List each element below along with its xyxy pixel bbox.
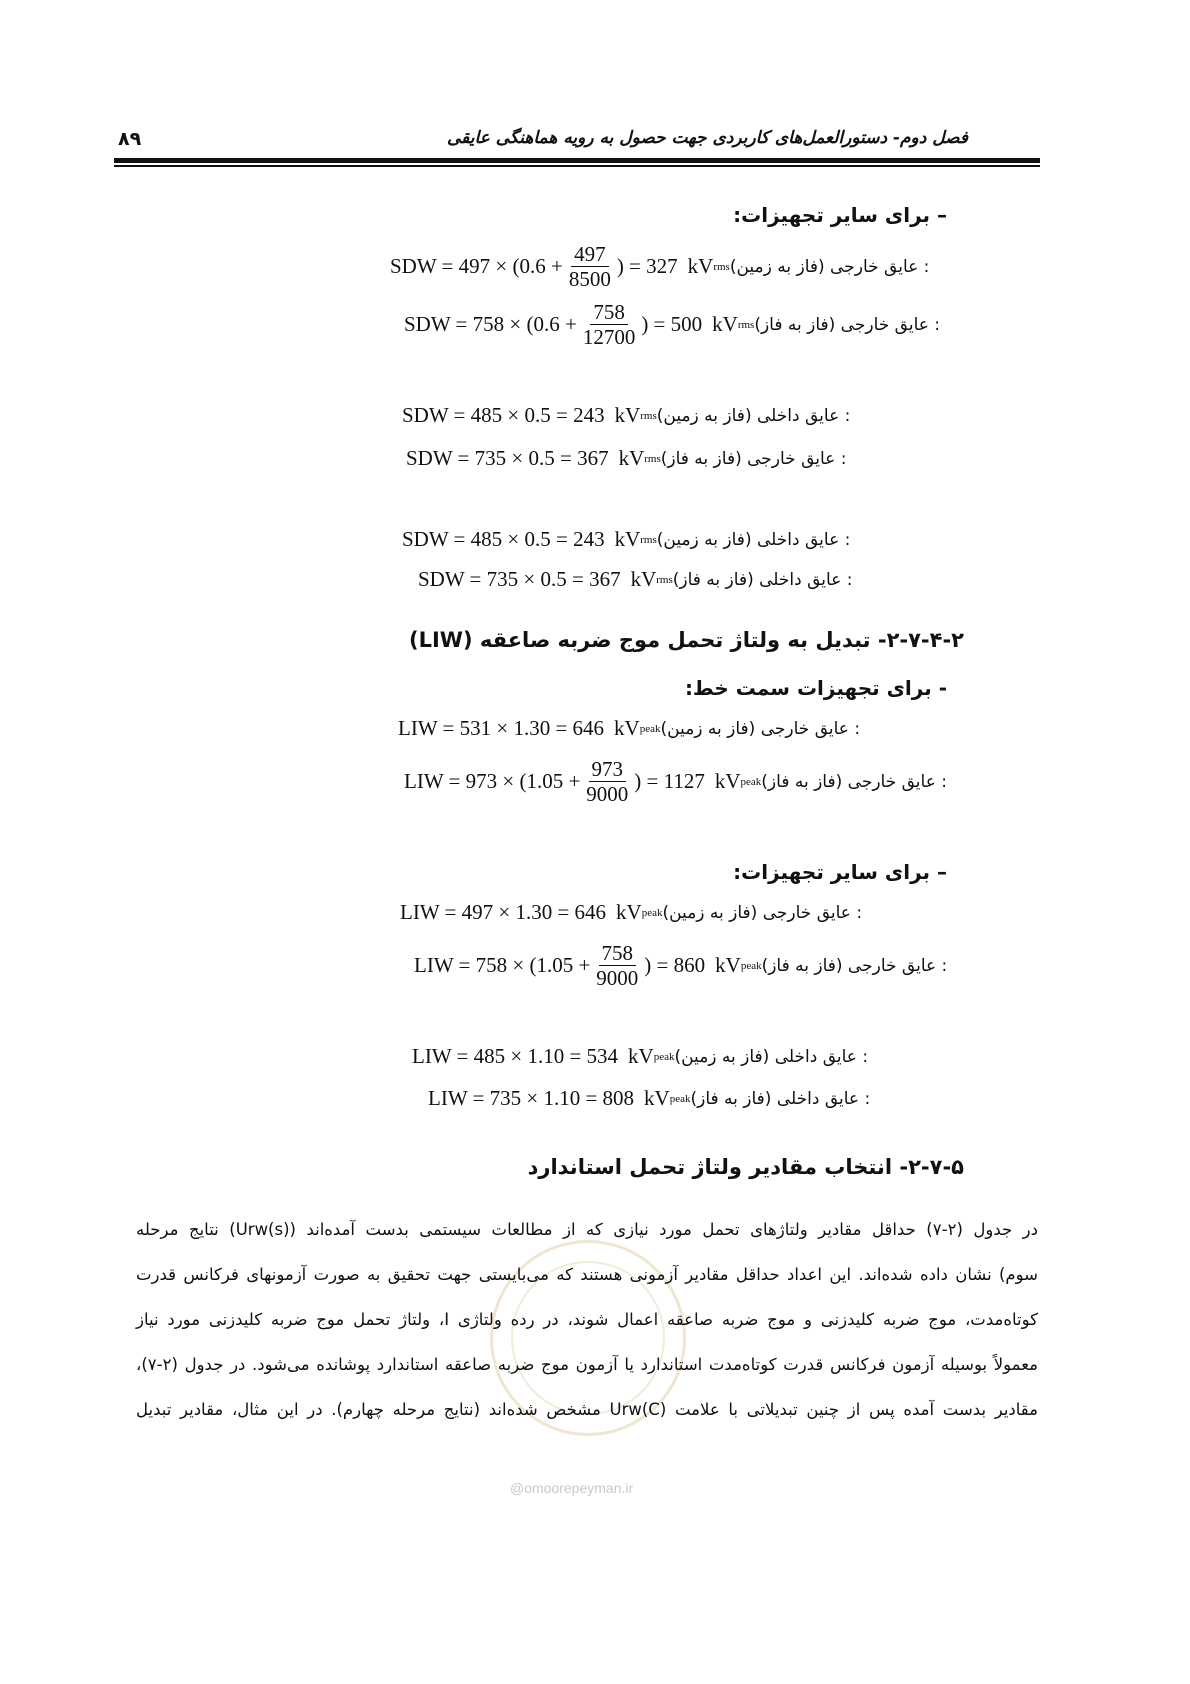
equation-liw-2: LIW = 973 × (1.05 + $\frac{973}{9000}$ ) = 1127 kV peak : عایق خارجی (فاز به فاز)	[404, 757, 947, 806]
equation-liw-5: LIW = 485 × 1.10 = 534 kV peak : عایق داخلی (فاز به زمین)	[412, 1044, 869, 1068]
equation-label: : عایق خارجی (فاز به زمین)	[729, 256, 930, 277]
header-rule-thick	[114, 158, 1040, 163]
header-rule-thin	[114, 165, 1040, 167]
paragraph-line: مقادیر بدست آمده پس از چنین تبدیلاتی با علامت Urw(C) مشخص شده‌اند (نتایج مرحله چهارم). در این مثال، مقادیر تبدیل	[136, 1400, 1038, 1419]
equation-sdw-3: SDW = 485 × 0.5 = 243 kV rms : عایق داخلی (فاز به زمین)	[402, 403, 851, 427]
paragraph-line: سوم) نشان داده شده‌اند. این اعداد حداقل مقادیر آزمونی هستند که می‌بایستی جهت تحقیق به صورت آزمونهای فرکانس قدرت	[136, 1265, 1038, 1284]
equation-label: : عایق داخلی (فاز به فاز)	[690, 1088, 871, 1109]
equation-sdw-4: SDW = 735 × 0.5 = 367 kV rms : عایق خارجی (فاز به فاز)	[406, 446, 847, 470]
watermark-text: @omoorepeyman.ir	[510, 1480, 634, 1496]
section-heading-standard-values: ۲-۷-۵- انتخاب مقادیر ولتاژ تحمل استاندارد	[527, 1155, 964, 1179]
equation-label: : عایق داخلی (فاز به زمین)	[656, 529, 851, 550]
equation-sdw-5: SDW = 485 × 0.5 = 243 kV rms : عایق داخلی (فاز به زمین)	[402, 527, 851, 551]
equation-label: : عایق خارجی (فاز به فاز)	[754, 314, 941, 335]
equation-label: : عایق داخلی (فاز به زمین)	[656, 405, 851, 426]
equation-liw-1: LIW = 531 × 1.30 = 646 kV peak : عایق خارجی (فاز به زمین)	[398, 716, 861, 740]
equation-label: : عایق خارجی (فاز به فاز)	[660, 448, 847, 469]
subheading-other-equipment-2: – برای سایر تجهیزات:	[733, 860, 947, 884]
equation-liw-6: LIW = 735 × 1.10 = 808 kV peak : عایق داخلی (فاز به فاز)	[428, 1086, 871, 1110]
paragraph-line: معمولاً بوسیله آزمون فرکانس قدرت کوتاه‌مدت استاندارد یا آزمون موج ضربه صاعقه استاندارد پوشانده می‌شود. در جدول (۲-۷)،	[136, 1355, 1038, 1374]
equation-label: : عایق خارجی (فاز به فاز)	[761, 771, 947, 792]
equation-label: : عایق خارجی (فاز به زمین)	[660, 718, 861, 739]
equation-sdw-2: SDW = 758 × (0.6 + $\frac{758}{12700}$ ) = 500 kV rms : عایق خارجی (فاز به فاز)	[404, 300, 941, 349]
subheading-other-equipment: – برای سایر تجهیزات:	[733, 203, 947, 227]
equation-sdw-1: SDW = 497 × (0.6 + $\frac{497}{8500}$ ) = 327 kV rms : عایق خارجی (فاز به زمین)	[390, 242, 930, 291]
page-number: ۸۹	[118, 128, 142, 150]
equation-liw-4: LIW = 758 × (1.05 + $\frac{758}{9000}$ ) = 860 kV peak : عایق خارجی (فاز به فاز)	[414, 941, 948, 990]
subheading-line-side: - برای تجهیزات سمت خط:	[684, 676, 947, 700]
paragraph-line: در جدول (۲-۷) حداقل مقادیر ولتاژهای تحمل مورد نیازی که از مطالعات سیستمی بدست آمده‌اند (Urw(s)) نتایج مرحله	[136, 1220, 1038, 1239]
equation-label: : عایق خارجی (فاز به زمین)	[662, 902, 863, 923]
equation-label: : عایق داخلی (فاز به فاز)	[672, 569, 853, 590]
body-paragraph	[136, 1207, 1038, 1432]
paragraph-line: کوتاه‌مدت، موج ضربه کلیدزنی و موج ضربه صاعقه اعمال شوند، در رده ولتاژی I، ولتاژ تحمل موج ضربه کلیدزنی مورد نیاز	[136, 1310, 1038, 1329]
running-header-title: فصل دوم- دستورالعمل‌های کاربردی جهت حصول به رویه هماهنگی عایقی	[446, 128, 968, 148]
equation-liw-3: LIW = 497 × 1.30 = 646 kV peak : عایق خارجی (فاز به زمین)	[400, 900, 863, 924]
equation-label: : عایق داخلی (فاز به زمین)	[674, 1046, 869, 1067]
equation-sdw-6: SDW = 735 × 0.5 = 367 kV rms : عایق داخلی (فاز به فاز)	[418, 567, 853, 591]
section-heading-liw: ۲-۷-۴-۲- تبدیل به ولتاژ تحمل موج ضربه صاعقه (LIW)	[408, 628, 964, 652]
equation-label: : عایق خارجی (فاز به فاز)	[761, 955, 948, 976]
